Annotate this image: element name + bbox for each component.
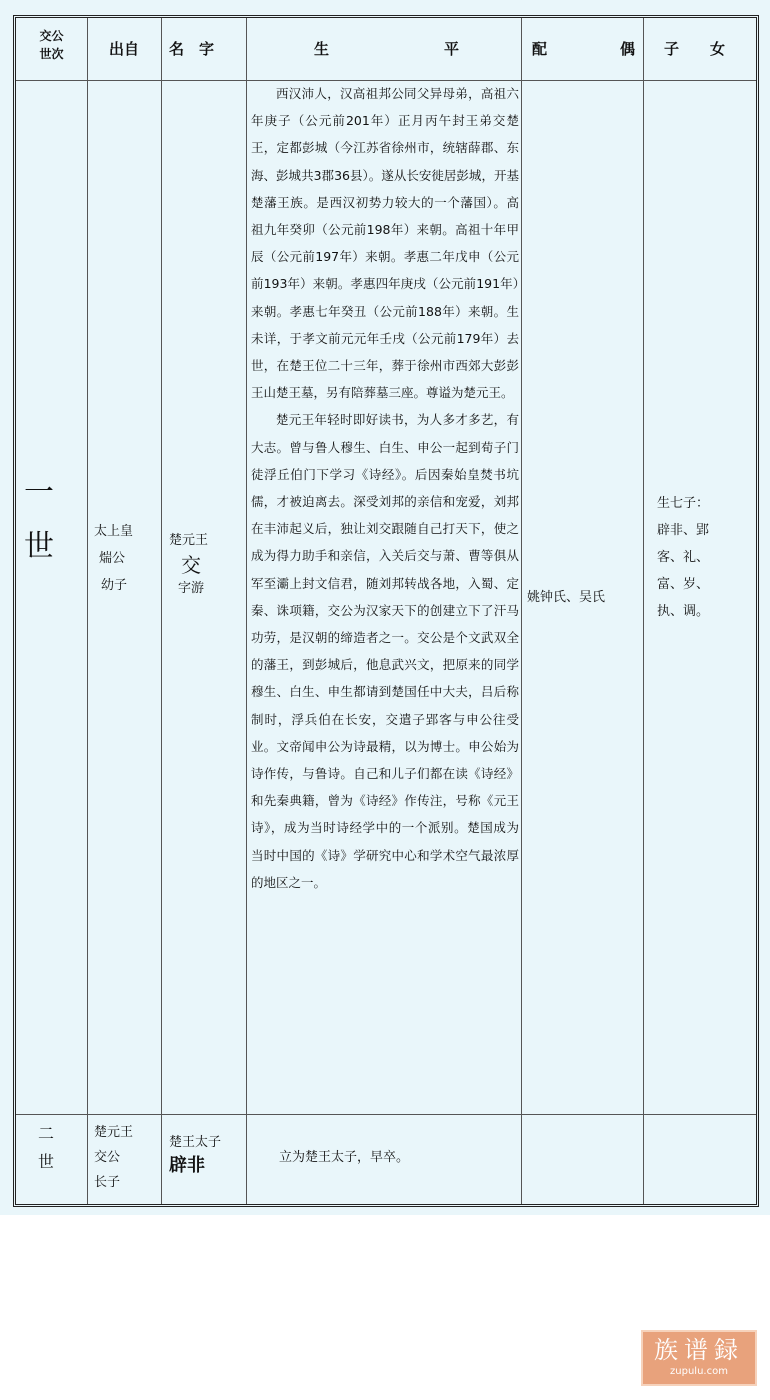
row1-children-line: 生七子： [657, 496, 710, 511]
row2-origin [94, 1120, 158, 1195]
header-generation-bottom: 世次 [39, 47, 64, 61]
row2-biography: 立为楚王太子，早卒。 [279, 1150, 410, 1165]
row1-spouse: 姚钟氏、吴氏 [527, 590, 606, 605]
header-name: 名 字 [169, 40, 215, 58]
column-divider [521, 18, 522, 1204]
column-divider [87, 18, 88, 1204]
row1-origin [94, 518, 158, 599]
header-life-b: 平 [444, 40, 460, 58]
header-children-b: 女 [710, 40, 726, 58]
watermark-main: 族谱録 [654, 1336, 744, 1364]
header-life-a: 生 [314, 40, 330, 58]
row1-origin-line: 煓公 [99, 551, 126, 566]
header-spouse-b: 偶 [620, 40, 636, 58]
genealogy-table [13, 15, 759, 1207]
row1-name-cell [169, 532, 243, 598]
column-divider [643, 18, 644, 1204]
row2-name: 辟非 [169, 1155, 205, 1176]
header-origin: 出自 [108, 40, 139, 58]
row1-children-line: 执、调。 [657, 604, 710, 619]
row2-origin-line: 交公 [94, 1150, 121, 1165]
header-generation [16, 27, 87, 63]
row1-bio-paragraph: 楚元王年轻时即好读书，为人多才多艺，有大志。曾与鲁人穆生、白生、申公一起到荀子门徒浮丘伯门下学习《诗经》。后因秦始皇焚书坑儒，才被迫离去。深受刘邦的亲信和宠爱，刘邦在丰沛起义后，独让刘交跟随自己打天下，使之成为得力助手和亲信，入关后交与萧、曹等俱从军至灞上封文信君，随刘邦转战各地，入蜀、定秦、诛项籍，交公为汉家天下的创建立下了汗马功劳，是汉朝的缔造者之一。交公是个文武双全的藩王，到彭城后，他息武兴文，把原来的同学穆生、白生、申生都请到楚国任中大夫，吕后称制时，浮兵伯在长安，交遣子郢客与申公往受业。文帝闻申公为诗最精，以为博士。申公始为诗作传，与鲁诗。自己和儿子们都在读《诗经》和先秦典籍，曾为《诗经》作传注，号称《元王诗》，成为当时诗经学中的一个派别。楚国成为当时中国的《诗》学研究中心和学术空气最浓厚的地区之一。 [251, 412, 519, 890]
watermark-sub: zupulu.com [670, 1366, 728, 1377]
header-generation-top: 交公 [39, 29, 64, 43]
row1-children-line: 辟非、郢 [657, 523, 710, 538]
row1-children-line: 客、礼、 [657, 550, 710, 565]
header-spouse-a: 配 [532, 40, 548, 58]
row1-children [657, 490, 753, 625]
row1-generation [24, 466, 64, 574]
column-divider [246, 18, 247, 1204]
row2-name-cell [169, 1134, 243, 1180]
row2-generation [38, 1120, 78, 1176]
row1-courtesy: 字游 [178, 581, 205, 596]
row1-title: 楚元王 [169, 533, 209, 548]
row1-origin-line: 太上皇 [94, 524, 134, 539]
row2-origin-line: 楚元王 [94, 1125, 134, 1140]
row1-biography [251, 80, 519, 896]
row2-generation-a: 二 [38, 1124, 55, 1143]
row2-origin-line: 长子 [94, 1175, 121, 1190]
row2-title: 楚王太子 [169, 1135, 222, 1150]
row1-bio-paragraph: 西汉沛人，汉高祖邦公同父异母弟，高祖六年庚子（公元前201年）正月丙午封王弟交楚王，定都彭城（今江苏省徐州市，统辖薛郡、东海、彭城共3郡36县）。遂从长安徙居彭城，开基楚藩王族。是西汉初势力较大的一个藩国）。高祖九年癸卯（公元前198年）来朝。高祖十年甲辰（公元前197年）来朝。孝惠二年戊申（公元前193年）来朝。孝惠四年庚戌（公元前191年）来朝。孝惠七年癸丑（公元前188年）来朝。生未详，于孝文前元元年壬戌（公元前179年）去世，在楚王位二十三年，葬于徐州市西郊大彭彭王山楚王墓，另有陪葬墓三座。尊谥为楚元王。 [251, 86, 519, 401]
site-watermark-logo [641, 1330, 757, 1386]
row1-name: 交 [181, 553, 201, 577]
row1-children-line: 富、岁、 [657, 577, 710, 592]
column-divider [161, 18, 162, 1204]
row2-generation-b: 世 [38, 1152, 55, 1171]
row1-generation-text: 一世 [24, 475, 54, 564]
header-children-a: 子 [664, 40, 680, 58]
row-divider [16, 1114, 756, 1115]
row1-origin-line: 幼子 [101, 578, 128, 593]
